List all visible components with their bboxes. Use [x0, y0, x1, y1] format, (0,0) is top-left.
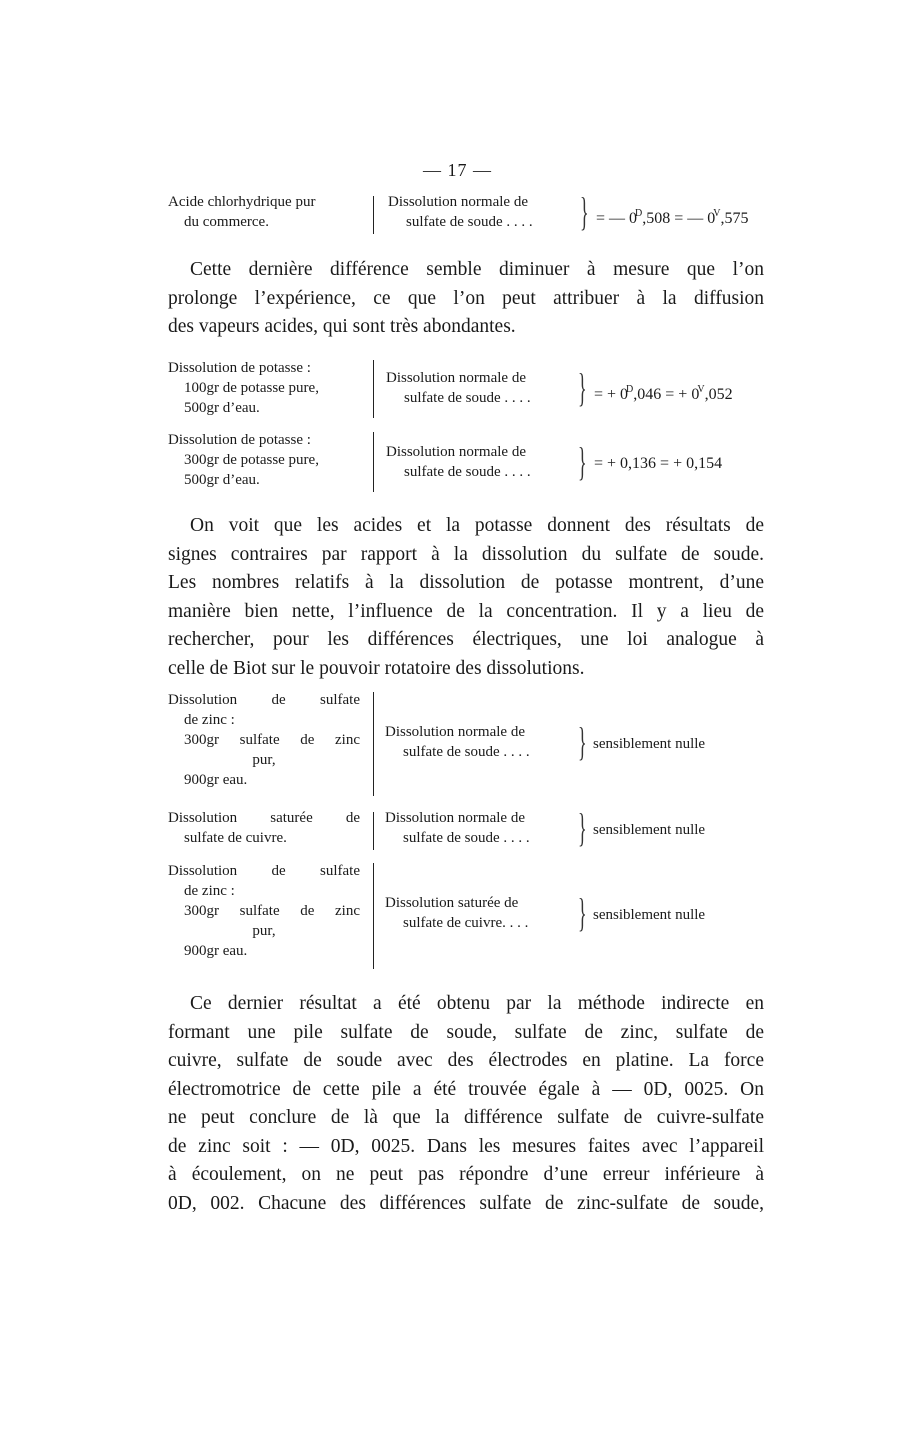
reference-line: sulfate de soude . . . .: [403, 830, 530, 846]
electrolyte-line: Acide chlorhydrique pur: [168, 194, 316, 210]
reference-line: Dissolution normale de: [386, 370, 526, 386]
measured-difference: sensiblement nulle: [593, 907, 706, 923]
text-line: cuivre, sulfate de soude avec des électrodes en platine. La force: [168, 1050, 764, 1071]
text-line: rechercher, pour les différences électriques, une loi analogue à: [168, 629, 764, 650]
reference-line: sulfate de soude . . . .: [404, 464, 531, 480]
electrolyte-line: 500gr d’eau.: [184, 400, 260, 416]
measured-difference: sensiblement nulle: [593, 736, 706, 752]
measurement-row-potash-300: [168, 430, 768, 494]
measurement-row-zinc-sulfate: [168, 690, 768, 798]
text-line: ne peut conclure de là que la différence sulfate de cuivre-sulfate: [168, 1107, 764, 1128]
measurement-row-potash-100: [168, 358, 768, 420]
electrolyte-line: sulfate de cuivre.: [184, 830, 287, 846]
brace: }: [580, 189, 589, 234]
electrolyte-description: [168, 430, 368, 490]
reference-solution: [386, 368, 531, 408]
text-line: à écoulement, on ne peut pas répondre d’une erreur inférieure à: [168, 1164, 764, 1185]
measured-difference: sensiblement nulle: [593, 822, 706, 838]
reference-line: Dissolution normale de: [388, 194, 528, 210]
reference-line: sulfate de soude . . . .: [403, 744, 530, 760]
electrolyte-line: du commerce.: [184, 214, 269, 230]
electrolyte-line: de zinc :: [184, 883, 235, 899]
reference-line: sulfate de soude . . . .: [404, 390, 531, 406]
measured-difference: = + 0,136 = + 0,154: [594, 455, 723, 472]
column-divider: [373, 863, 374, 969]
reference-line: Dissolution normale de: [385, 724, 525, 740]
column-divider: [373, 812, 374, 850]
electrolyte-line: 300gr de potasse pure,: [184, 452, 319, 468]
electrolyte-line: 500gr d’eau.: [184, 472, 260, 488]
electrolyte-line: 900gr eau.: [184, 943, 248, 959]
reference-line: Dissolution normale de: [386, 444, 526, 460]
electrolyte-line: Dissolution de potasse :: [168, 432, 311, 448]
column-divider: [373, 432, 374, 492]
reference-line: Dissolution saturée de: [385, 895, 519, 911]
text-line: de zinc soit : — 0D, 0025. Dans les mesures faites avec l’appareil: [168, 1135, 764, 1157]
electrolyte-description: [168, 690, 360, 790]
column-divider: [373, 196, 374, 234]
electrolyte-line: 900gr eau.: [184, 772, 248, 788]
electrolyte-line: pur,: [252, 923, 276, 939]
measurement-row-zinc-vs-copper: [168, 861, 768, 969]
text-line: prolonge l’expérience, ce que l’on peut attribuer à la diffusion: [168, 287, 764, 309]
measured-difference: = + $0^D,046$ = + $0^V,052$: [594, 384, 733, 403]
reference-solution: [388, 192, 533, 232]
brace: }: [578, 805, 587, 850]
text-line: On voit que les acides et la potasse donnent des résultats de: [190, 515, 764, 536]
electrolyte-line: Dissolution de sulfate: [168, 692, 360, 708]
reference-solution: [386, 442, 531, 482]
text-line: Les nombres relatifs à la dissolution de potasse montrent, d’une: [168, 572, 764, 593]
text-line: manière bien nette, l’influence de la concentration. Il y a lieu de: [168, 600, 764, 622]
measured-difference: = — $0^D,508$ = — $0^V,575$: [596, 208, 749, 227]
paragraph-3: [168, 990, 764, 1218]
text-line: celle de Biot sur le pouvoir rotatoire des dissolutions.: [168, 657, 585, 679]
reference-line: sulfate de cuivre. . . .: [403, 915, 529, 931]
reference-line: sulfate de soude . . . .: [406, 214, 533, 230]
measurement-row-hcl: [168, 189, 768, 236]
paragraph-1: [168, 256, 764, 342]
electrolyte-description: [168, 358, 368, 418]
brace: }: [578, 439, 587, 484]
text-line: des vapeurs acides, qui sont très abondantes.: [168, 316, 516, 337]
text-line: électromotrice de cette pile a été trouvée égale à — 0D, 0025. On: [168, 1078, 764, 1100]
reference-line: Dissolution normale de: [385, 810, 525, 826]
column-divider: [373, 360, 374, 418]
electrolyte-line: 100gr de potasse pure,: [184, 380, 319, 396]
text-line: Cette dernière différence semble diminuer à mesure que l’on: [190, 259, 764, 280]
page-number: — 17 —: [423, 160, 492, 180]
electrolyte-line: Dissolution saturée de: [168, 810, 360, 826]
electrolyte-description: [168, 861, 360, 961]
column-divider: [373, 692, 374, 796]
electrolyte-description: [168, 192, 368, 232]
electrolyte-line: 300gr sulfate de zinc: [184, 732, 360, 748]
brace: }: [578, 719, 587, 764]
brace: }: [578, 365, 587, 410]
reference-solution: [385, 893, 528, 933]
text-line: Ce dernier résultat a été obtenu par la méthode indirecte en: [190, 993, 764, 1014]
brace: }: [578, 890, 587, 935]
electrolyte-description: [168, 808, 360, 848]
paragraph-2: [168, 512, 764, 683]
electrolyte-line: 300gr sulfate de zinc: [184, 903, 360, 919]
measurement-row-copper-sulfate: [168, 805, 768, 852]
text-line: formant une pile sulfate de soude, sulfate de zinc, sulfate de: [168, 1021, 764, 1043]
electrolyte-line: pur,: [252, 752, 276, 768]
reference-solution: [385, 808, 530, 848]
text-line: signes contraires par rapport à la dissolution du sulfate de soude.: [168, 543, 764, 565]
text-line: 0D, 002. Chacune des différences sulfate de zinc-sulfate de soude,: [168, 1192, 764, 1214]
electrolyte-line: de zinc :: [184, 712, 235, 728]
reference-solution: [385, 722, 530, 762]
electrolyte-line: Dissolution de potasse :: [168, 360, 311, 376]
electrolyte-line: Dissolution de sulfate: [168, 863, 360, 879]
